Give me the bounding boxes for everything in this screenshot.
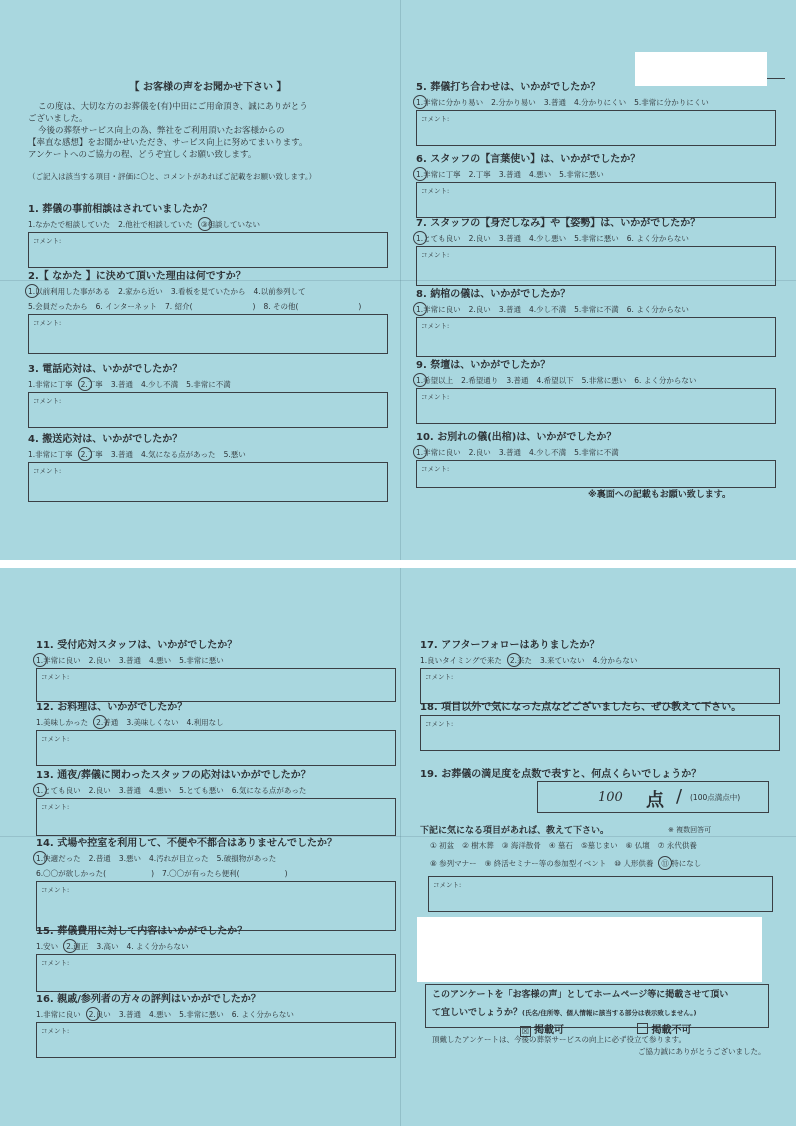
answer-option[interactable]: 3.普通	[498, 448, 521, 457]
answer-option[interactable]: 4.悪い	[148, 786, 172, 795]
comment-box[interactable]	[28, 392, 388, 428]
answer-option[interactable]: 1.良いタイミングで来た	[420, 656, 502, 665]
comment-box[interactable]	[36, 798, 396, 836]
interest-option[interactable]: ⑤墓じまい	[580, 841, 618, 850]
option-row	[416, 375, 776, 386]
question-title: 14. 式場や控室を利用して、不便や不都合はありませんでしたか？	[36, 838, 337, 849]
answer-option[interactable]: 4.以前参列して	[253, 287, 306, 296]
question-4	[28, 430, 388, 502]
option-row	[36, 853, 396, 864]
question-3	[28, 360, 388, 428]
comment-box[interactable]	[420, 715, 780, 751]
comment-label: コメント:	[33, 397, 62, 405]
answer-option[interactable]: 4.少し不満	[528, 448, 567, 457]
question-6	[416, 150, 776, 218]
multi-answer-note: ※ 複数回答可	[668, 826, 712, 834]
answer-option[interactable]: 2.良い	[468, 448, 491, 457]
answer-option[interactable]: 3.看板を見ていたから	[170, 287, 246, 296]
comment-label: コメント:	[421, 465, 450, 473]
comment-label: コメント:	[33, 467, 62, 475]
comment-label: コメント:	[425, 673, 454, 681]
answer-option[interactable]: ③相談していない	[200, 220, 261, 229]
answer-option[interactable]: 6.気になる点があった	[231, 786, 307, 795]
answer-option[interactable]: 4.希望以下	[536, 376, 574, 385]
comment-label: コメント:	[41, 673, 70, 681]
question-title: 17. アフターフォローはありましたか？	[420, 640, 600, 651]
answer-option[interactable]: 3.悪い	[118, 854, 141, 863]
comment-label: コメント:	[41, 959, 70, 967]
checkbox-icon	[637, 1023, 648, 1034]
interest-row-2	[430, 858, 709, 869]
consent-box	[425, 984, 769, 1036]
answer-option[interactable]: 2.来た	[509, 656, 533, 665]
answer-option[interactable]: 1.希望以上	[416, 376, 454, 385]
comment-box[interactable]	[28, 462, 388, 502]
answer-option[interactable]: 1.なかたで相談していた	[28, 220, 111, 229]
answer-option[interactable]: 3.普通	[506, 376, 529, 385]
answer-option[interactable]: 3.普通	[498, 305, 521, 314]
option-row	[416, 97, 776, 108]
comment-box[interactable]	[36, 668, 396, 702]
score-max: (100点満点中)	[690, 793, 741, 802]
answer-option[interactable]: 2.普通	[96, 718, 119, 727]
comment-box[interactable]	[416, 110, 776, 146]
option-row	[420, 655, 780, 666]
answer-option[interactable]: 4.悪い	[148, 656, 172, 665]
answer-option[interactable]: 1.以前利用した事がある	[28, 287, 111, 296]
answer-option[interactable]: 1.とても良い	[416, 234, 461, 243]
question-9	[416, 356, 776, 424]
answer-option[interactable]: 2.丁寧	[468, 170, 491, 179]
question-title: 16. 親戚/参列者の方々の評判はいかがでしたか？	[36, 994, 261, 1005]
answer-option[interactable]: 5.とても悪い	[179, 786, 224, 795]
answer-option[interactable]: 1.美味しかった	[36, 718, 89, 727]
answer-option[interactable]: 4.分かりにくい	[573, 98, 627, 107]
answer-option[interactable]: 6. よく分からない	[231, 1010, 294, 1019]
answer-option[interactable]: 1.非常に良い	[36, 656, 81, 665]
option-row	[28, 301, 388, 312]
interest-comment-box[interactable]	[428, 876, 773, 912]
intro-line: 【率直な感想】をお聞かせいただき、サービス向上に努めてまいります。	[28, 138, 308, 148]
option-row	[28, 286, 388, 297]
answer-option[interactable]: 5.非常に悪い	[581, 376, 627, 385]
answer-option[interactable]: 4.利用なし	[186, 718, 224, 727]
answer-option[interactable]: 4. よく分からない	[126, 942, 189, 951]
answer-option[interactable]: 1.非常に分かり易い	[416, 98, 484, 107]
answer-option[interactable]: 2.良い	[88, 786, 111, 795]
comment-box[interactable]	[36, 1022, 396, 1058]
comment-label: コメント:	[41, 735, 70, 743]
answer-option[interactable]: 3.普通	[110, 380, 133, 389]
question-title: 15. 葬儀費用に対して内容はいかがでしたか？	[36, 926, 248, 937]
fold-line	[400, 568, 401, 1126]
intro-text	[28, 101, 388, 161]
comment-label: コメント:	[421, 251, 450, 259]
question-17	[420, 636, 780, 704]
interest-option[interactable]: ⑩ 人形供養	[614, 859, 654, 868]
answer-option[interactable]: 8. その他( )	[263, 302, 362, 311]
option-row	[416, 304, 776, 315]
checked-box-icon: ☒	[521, 1027, 530, 1036]
consent-privacy-note: (氏名/住所等、個人情報に該当する部分は表示致しません。)	[522, 1009, 697, 1017]
answer-option[interactable]: 7.〇〇が有ったら便利( )	[162, 869, 288, 878]
score-slash: /	[676, 786, 683, 807]
closing-line: ご協力誠にありがとうございました。	[638, 1047, 766, 1056]
option-row	[28, 449, 388, 460]
question-title: 1. 葬儀の事前相談はされていましたか？	[28, 204, 213, 215]
comment-label: コメント:	[425, 720, 454, 728]
left-column	[28, 78, 388, 182]
answer-option[interactable]: 4.悪い	[148, 1010, 172, 1019]
answer-option[interactable]: 4.少し不満	[140, 380, 179, 389]
instruction-text: （ご記入は該当する項目・評価に〇と、コメントがあればご記載をお願い致します。）	[28, 172, 317, 181]
question-title: 12. お料理は、いかがでしたか？	[36, 702, 188, 713]
question-title: 10. お別れの儀(出棺)は、いかがでしたか？	[416, 432, 617, 443]
answer-option[interactable]: 4.少し不満	[528, 305, 567, 314]
satisfaction-score-box[interactable]	[537, 781, 769, 813]
question-8	[416, 285, 776, 357]
answer-option[interactable]: 3.普通	[110, 450, 133, 459]
score-unit: 点	[646, 790, 664, 811]
answer-option[interactable]: 2.丁寧	[80, 450, 103, 459]
comment-label: コメント:	[41, 886, 70, 894]
back-note: ※裏面への記載もお願い致します。	[588, 490, 732, 500]
answer-option[interactable]: 2.良い	[468, 234, 491, 243]
answer-option[interactable]: 5.会員だったから	[28, 302, 88, 311]
comment-label: コメント:	[41, 803, 70, 811]
option-row	[416, 169, 776, 180]
consent-question: このアンケートを「お客様の声」としてホームページ等に掲載させて頂い	[432, 990, 729, 1000]
question-11	[36, 636, 396, 702]
survey-sheet-front	[0, 0, 796, 560]
option-row	[416, 233, 776, 244]
answer-option[interactable]: 1.非常に丁寧	[28, 450, 73, 459]
answer-option[interactable]: 2.適正	[66, 942, 89, 951]
question-5	[416, 78, 776, 146]
option-row	[36, 1009, 396, 1020]
comment-label: コメント:	[33, 237, 62, 245]
comment-box[interactable]	[416, 246, 776, 286]
redacted-area	[417, 917, 762, 982]
option-row	[36, 717, 396, 728]
answer-option[interactable]: 1.非常に良い	[36, 1010, 81, 1019]
interest-option[interactable]: ② 樹木葬	[462, 841, 494, 850]
interest-option[interactable]: ③ 海洋散骨	[501, 841, 541, 850]
comment-label: コメント:	[421, 187, 450, 195]
question-title: 9. 祭壇は、いかがでしたか？	[416, 360, 551, 371]
answer-option[interactable]: 6. よく分からない	[626, 234, 689, 243]
question-title: 11. 受付応対スタッフは、いかがでしたか？	[36, 640, 238, 651]
answer-option[interactable]: 6. インターネット	[95, 302, 158, 311]
survey-sheet-back	[0, 568, 796, 1126]
comment-box[interactable]	[28, 314, 388, 354]
question-title: 2.【 なかた 】に決めて頂いた理由は何ですか？	[28, 271, 246, 282]
question-title: 5. 葬儀打ち合わせは、いかがでしたか？	[416, 82, 601, 93]
question-7	[416, 214, 776, 286]
answer-option[interactable]: 3.普通	[118, 1010, 141, 1019]
question-13	[36, 766, 396, 836]
question-title: 8. 納棺の儀は、いかがでしたか？	[416, 289, 571, 300]
closing-line: 頂戴したアンケートは、今後の葬祭サービスの向上に必ず役立て参ります。	[432, 1035, 686, 1044]
comment-label: コメント:	[421, 322, 450, 330]
comment-box[interactable]	[36, 730, 396, 766]
answer-option[interactable]: 6. よく分からない	[626, 305, 689, 314]
interest-option[interactable]: ⑥ 仏壇	[625, 841, 650, 850]
answer-option[interactable]: 1.非常に丁寧	[28, 380, 73, 389]
answer-option[interactable]: 4.汚れが目立った	[148, 854, 209, 863]
option-row	[416, 447, 776, 458]
option-row	[36, 785, 396, 796]
answer-option[interactable]: 4.悪い	[528, 170, 552, 179]
answer-option[interactable]: 2.家から近い	[118, 287, 163, 296]
comment-label: コメント:	[421, 115, 450, 123]
answer-option[interactable]: 3.来ていない	[540, 656, 585, 665]
interest-option[interactable]: ⑧ 参列マナー	[430, 859, 477, 868]
comment-box[interactable]	[416, 460, 776, 488]
q19-title: 19. お葬儀の満足度を点数で表すと、何点くらいでしょうか？	[420, 769, 702, 780]
answer-option[interactable]: 3.普通	[118, 786, 141, 795]
answer-option[interactable]: 2.良い	[468, 305, 491, 314]
question-title: 3. 電話応対は、いかがでしたか？	[28, 364, 183, 375]
question-1	[28, 200, 388, 268]
answer-option[interactable]: 3.普通	[543, 98, 566, 107]
question-title: 6. スタッフの【言葉使い】は、いかがでしたか？	[416, 154, 641, 165]
interest-option[interactable]: ④ 墓石	[548, 841, 573, 850]
comment-box[interactable]	[28, 232, 388, 268]
question-title: 13. 通夜/葬儀に関わったスタッフの応対はいかがでしたか？	[36, 770, 311, 781]
survey-title: 【 お客様の声をお聞かせ下さい 】	[129, 82, 287, 93]
comment-box[interactable]	[416, 388, 776, 424]
interest-row-1	[430, 840, 705, 851]
answer-option[interactable]: 2.他社で相談していた	[118, 220, 193, 229]
intro-line: ございました。	[28, 114, 88, 124]
answer-option[interactable]: 1.非常に良い	[416, 448, 461, 457]
question-14	[36, 834, 396, 931]
answer-option[interactable]: 4.分からない	[592, 656, 638, 665]
answer-option[interactable]: 2.良い	[88, 656, 111, 665]
answer-option[interactable]: 5.非常に不満	[574, 448, 619, 457]
intro-line: 今後の葬祭サービス向上の為、弊社をご利用頂いたお客様からの	[38, 126, 285, 136]
question-title: 18. 項目以外で気になった点などございましたら、ぜひ教えて下さい。	[420, 702, 742, 713]
option-row	[28, 219, 388, 230]
score-value: 100	[598, 790, 623, 805]
answer-option[interactable]: 6. よく分からない	[634, 376, 697, 385]
answer-option[interactable]: 7. 紹介( )	[165, 302, 256, 311]
interest-option[interactable]: ⑨ 終活セミナー等の参加型イベント	[484, 859, 607, 868]
question-18	[420, 698, 780, 751]
answer-option[interactable]: 3.普通	[498, 170, 521, 179]
answer-option[interactable]: 1.非常に良い	[416, 305, 461, 314]
answer-option[interactable]: 2.丁寧	[80, 380, 103, 389]
interest-title: 下記に気になる項目があれば、教えて下さい。	[420, 826, 610, 836]
comment-box[interactable]	[416, 182, 776, 218]
comment-label: コメント:	[33, 319, 62, 327]
answer-option[interactable]: 5.非常に悪い	[559, 170, 604, 179]
answer-option[interactable]: 5.非常に悪い	[574, 234, 619, 243]
question-16	[36, 990, 396, 1058]
comment-box[interactable]	[36, 954, 396, 992]
comment-label: コメント:	[421, 393, 450, 401]
interest-option[interactable]: ⑪ 特になし	[661, 859, 702, 868]
comment-box[interactable]	[416, 317, 776, 357]
answer-option[interactable]: 3.美味しくない	[126, 718, 179, 727]
answer-option[interactable]: 2.普通	[88, 854, 111, 863]
consent-no-label: 掲載不可	[651, 1025, 692, 1036]
answer-option[interactable]: 2.希望通り	[461, 376, 499, 385]
answer-option[interactable]: 4.少し悪い	[528, 234, 567, 243]
comment-label: コメント:	[433, 881, 462, 889]
answer-option[interactable]: 1.とても良い	[36, 786, 81, 795]
interest-option[interactable]: ⑦ 永代供養	[657, 841, 697, 850]
option-row	[28, 379, 388, 390]
question-title: 4. 搬送応対は、いかがでしたか？	[28, 434, 183, 445]
consent-yes-label: 掲載可	[534, 1025, 564, 1036]
answer-option[interactable]: 4.気になる点があった	[140, 450, 216, 459]
answer-option[interactable]: 6.〇〇が欲しかった( )	[36, 869, 155, 878]
interest-option[interactable]: ① 初盆	[430, 841, 455, 850]
answer-option[interactable]: 5.非常に悪い	[179, 1010, 224, 1019]
answer-option[interactable]: 5.悪い	[223, 450, 246, 459]
consent-question-cont: て宜しいでしょうか？	[432, 1008, 523, 1018]
comment-label: コメント:	[41, 1027, 70, 1035]
answer-option[interactable]: 3.普通	[498, 234, 521, 243]
question-10	[416, 428, 776, 488]
answer-option[interactable]: 5.非常に分かりにくい	[634, 98, 709, 107]
option-row	[36, 868, 396, 879]
answer-option[interactable]: 5.破損物があった	[216, 854, 277, 863]
option-row	[36, 941, 396, 952]
question-2	[28, 267, 388, 354]
answer-option[interactable]: 1.非常に丁寧	[416, 170, 461, 179]
option-row	[36, 655, 396, 666]
answer-option[interactable]: 3.普通	[118, 656, 141, 665]
question-12	[36, 698, 396, 766]
answer-option[interactable]: 2.良い	[88, 1010, 111, 1019]
answer-option[interactable]: 2.分かり易い	[491, 98, 536, 107]
answer-option[interactable]: 3.高い	[96, 942, 119, 951]
answer-option[interactable]: 5.非常に不満	[574, 305, 619, 314]
question-title: 7. スタッフの【身だしなみ】や【姿勢】は、いかがでしたか？	[416, 218, 701, 229]
intro-line: この度は、大切な方のお葬儀を(有)中田にご用命頂き、誠にありがとう	[38, 102, 308, 112]
answer-option[interactable]: 1.快適だった	[36, 854, 81, 863]
answer-option[interactable]: 5.非常に悪い	[179, 656, 224, 665]
answer-option[interactable]: 1.安い	[36, 942, 59, 951]
question-15	[36, 922, 396, 992]
answer-option[interactable]: 5.非常に不満	[186, 380, 231, 389]
intro-line: アンケートへのご協力の程、どうぞ宜しくお願い致します。	[28, 150, 257, 160]
